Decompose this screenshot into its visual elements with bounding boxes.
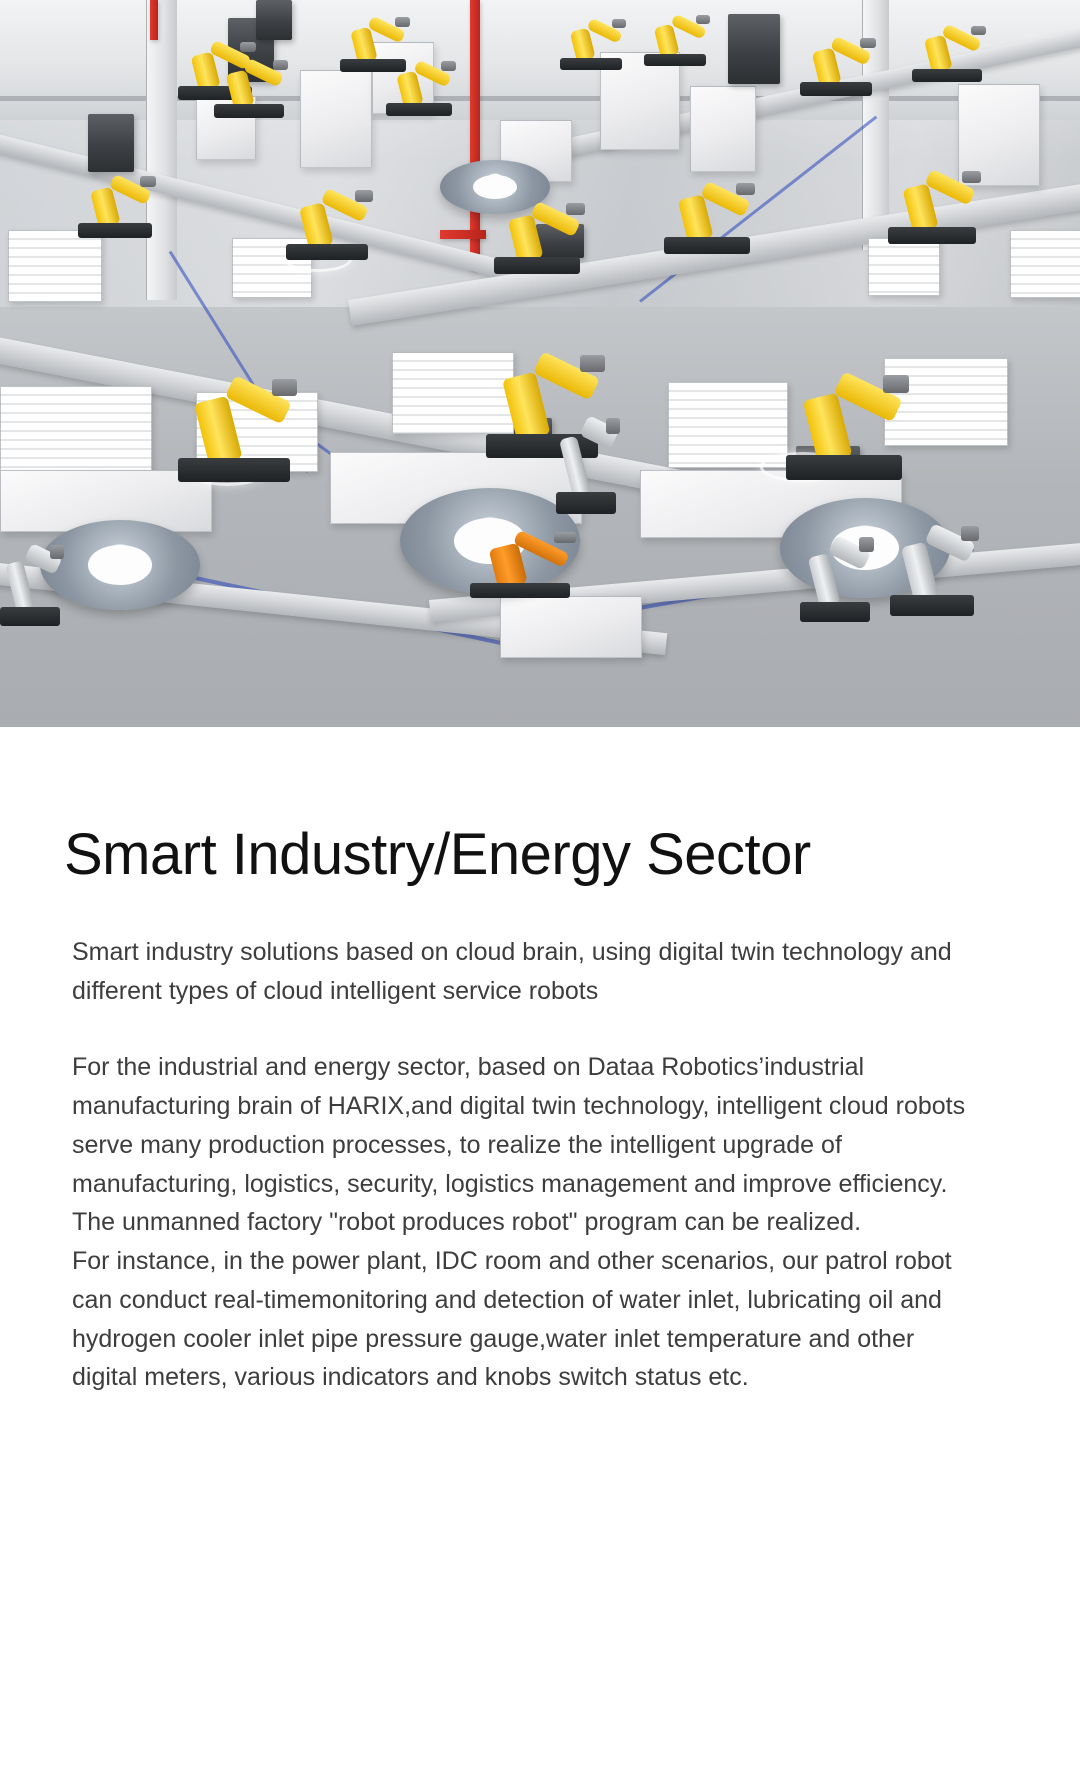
equipment-cabinet xyxy=(256,0,292,40)
red-post-cross xyxy=(440,230,486,239)
article-paragraph: The unmanned factory "robot produces robot" program can be realized. xyxy=(72,1208,862,1237)
robot-arm xyxy=(560,16,622,70)
workstation-box xyxy=(690,86,756,172)
robot-arm-collaborative xyxy=(800,532,870,622)
article-content xyxy=(0,727,1080,1397)
crate-stack xyxy=(0,386,152,474)
robot-arm xyxy=(214,56,284,118)
turntable xyxy=(40,520,200,610)
article-paragraph: For the industrial and energy sector, based on Dataa Robotics’industrial manufacturing brain of HARIX,and digital twin technology, intelligent cloud robots serve many production processes, to realize the intelligent upgrade of manufacturing, logistics, security, logistics management and improve efficiency. xyxy=(72,1053,966,1198)
robot-arm xyxy=(644,12,706,66)
robot-arm xyxy=(786,368,902,480)
robot-arm xyxy=(386,58,452,116)
article-lead: Smart industry solutions based on cloud brain, using digital twin technology and different types of cloud intelligent service robots xyxy=(72,937,952,1005)
crate-stack xyxy=(884,358,1008,446)
factory-scene xyxy=(0,0,1080,727)
robot-arm xyxy=(178,372,290,482)
robot-arm-collaborative xyxy=(890,520,974,616)
robot-arm-orange xyxy=(470,528,570,598)
article-body xyxy=(72,1048,972,1397)
robot-arm xyxy=(494,198,580,274)
robot-arm xyxy=(888,166,976,244)
machine-housing-front xyxy=(500,596,642,658)
robot-arm xyxy=(800,34,872,96)
crate-stack xyxy=(668,382,788,468)
robot-arm xyxy=(286,186,368,260)
article-paragraph: For instance, in the power plant, IDC room and other scenarios, our patrol robot can conduct real-timemonitoring and detection of water inlet, lubricating oil and hydrogen cooler inlet pipe pressure gauge,water inlet temperature and other digital meters, various indicators and knobs switch status etc. xyxy=(72,1247,952,1392)
red-post-upper xyxy=(150,0,158,40)
crate-stack xyxy=(1010,230,1080,298)
robot-arm xyxy=(912,22,982,82)
robot-arm-collaborative xyxy=(0,540,60,626)
workstation-box xyxy=(300,70,372,168)
robot-arm-collaborative xyxy=(556,412,616,514)
crate-stack xyxy=(868,238,940,296)
robot-arm xyxy=(78,172,152,238)
hero-image xyxy=(0,0,1080,727)
page-title: Smart Industry/Energy Sector xyxy=(64,822,811,887)
equipment-cabinet xyxy=(88,114,134,172)
robot-arm xyxy=(664,178,750,254)
equipment-cabinet xyxy=(728,14,780,84)
crate-stack xyxy=(8,230,102,302)
